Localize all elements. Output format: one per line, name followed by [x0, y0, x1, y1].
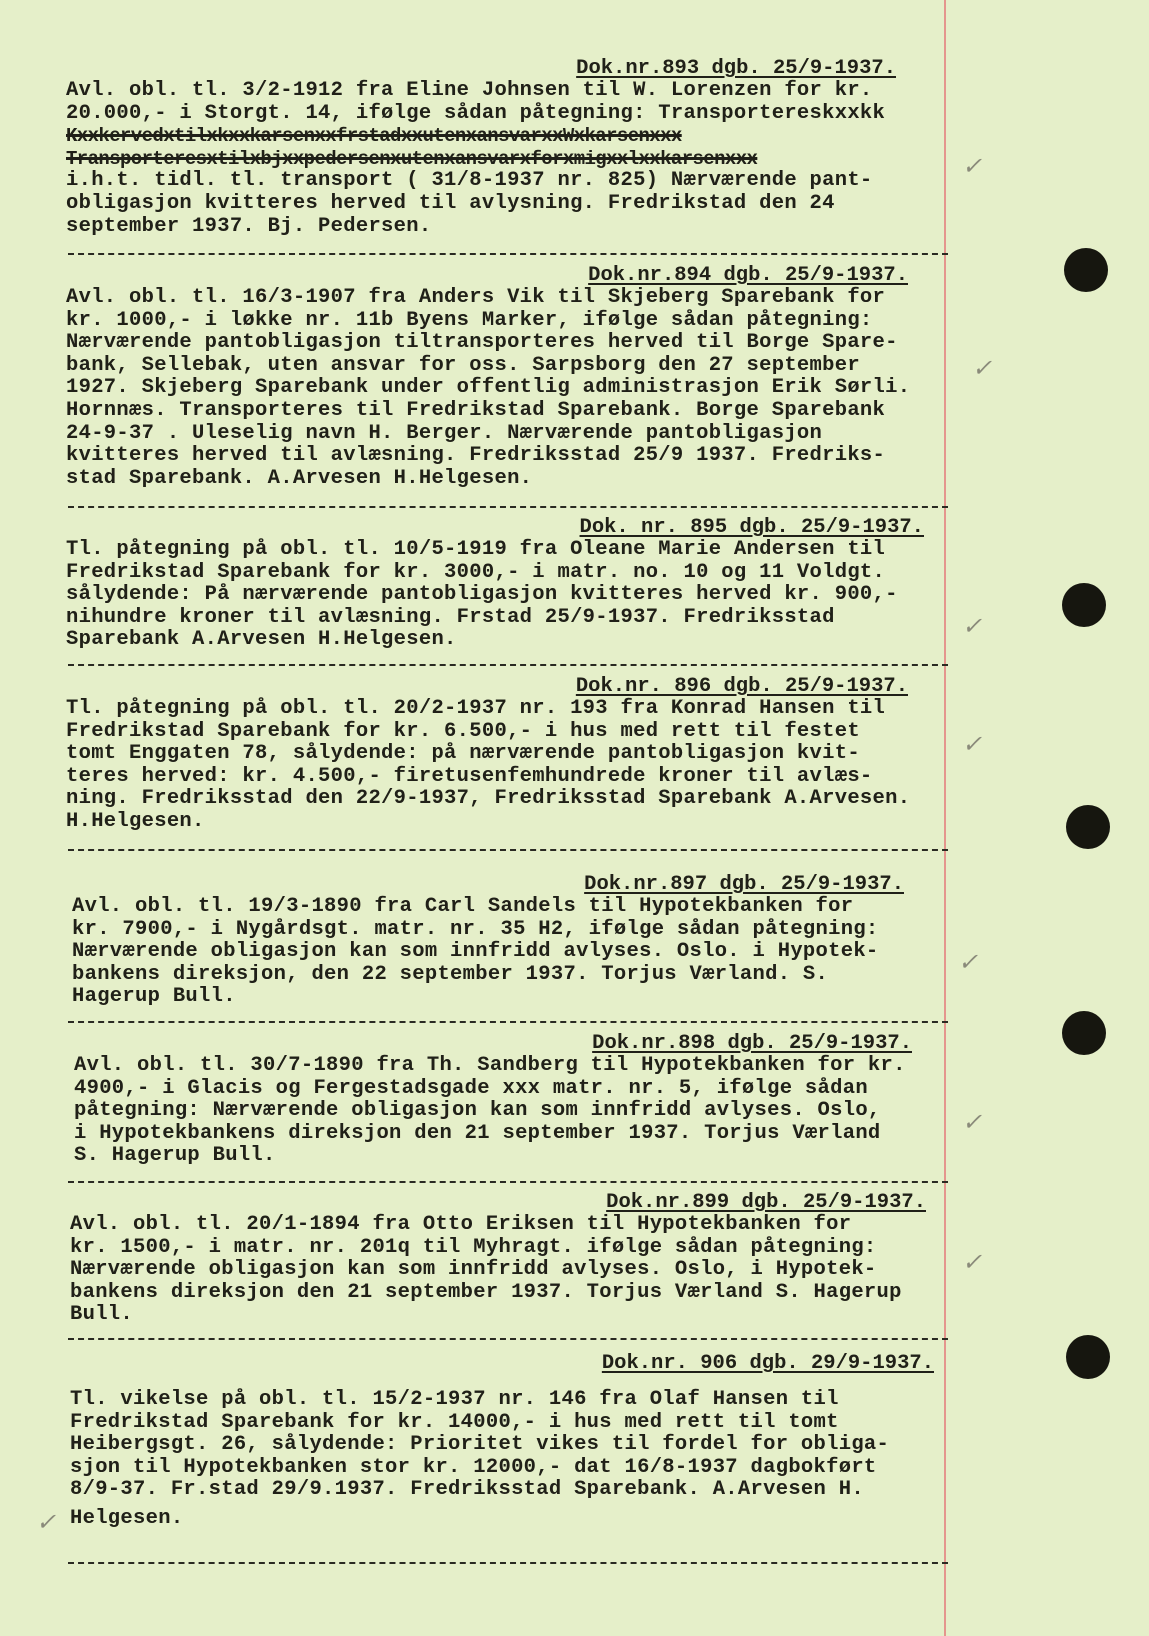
- entry-line: kvitteres herved til avlæsning. Fredriksstad 25/9 1937. Fredriks-: [66, 444, 886, 468]
- struck-line: Transporteresxtilxbjxxpedersenxutenxansvarxforxmigxxlxxkarsenxxx: [66, 147, 758, 170]
- entry-line: Tl. påtegning på obl. tl. 20/2-1937 nr. 193 fra Konrad Hansen til: [66, 697, 886, 720]
- entry-line: nihundre kroner til avlæsning. Frstad 25/9-1937. Fredriksstad: [66, 605, 835, 629]
- entry-line: Hagerup Bull.: [72, 985, 236, 1009]
- punch-hole: [1064, 248, 1108, 292]
- entry-line: Tl. påtegning på obl. tl. 10/5-1919 fra Oleane Marie Andersen til: [66, 538, 886, 561]
- entry-line: Sparebank A.Arvesen H.Helgesen.: [66, 628, 457, 652]
- entry-line: Avl. obl. tl. 16/3-1907 fra Anders Vik til Skjeberg Sparebank for: [66, 286, 886, 309]
- punch-hole: [1062, 1011, 1106, 1055]
- entry-894: [66, 265, 966, 490]
- entry-899: [66, 1192, 966, 1327]
- entry-header: Dok. nr. 895 dgb. 25/9-1937.: [579, 516, 924, 539]
- entry-897: [66, 874, 966, 1009]
- entry-header: Dok.nr. 896 dgb. 25/9-1937.: [575, 675, 908, 698]
- entry-line: sjon til Hypotekbanken stor kr. 12000,- dat 16/8-1937 dagbokført: [70, 1455, 877, 1479]
- entry-line: Heibergsgt. 26, sålydende: Prioritet vikes til fordel for obliga-: [70, 1433, 890, 1457]
- entry-line: Tl. vikelse på obl. tl. 15/2-1937 nr. 146 fra Olaf Hansen til: [70, 1388, 839, 1411]
- separator: [68, 506, 948, 508]
- check-mark-icon: ✓: [962, 612, 983, 640]
- separator: [68, 253, 948, 255]
- entry-line: Fredrikstad Sparebank for kr. 6.500,- i hus med rett til festet: [66, 719, 860, 743]
- entry-896: [66, 676, 966, 834]
- entry-893: [66, 58, 966, 238]
- check-mark-icon: ✓: [972, 354, 993, 382]
- entry-line: påtegning: Nærværende obligasjon kan som innfridd avlyses. Oslo,: [74, 1099, 881, 1123]
- entry-line: 20.000,- i Storgt. 14, ifølge sådan påtegning: Transportereskxxkk: [66, 101, 886, 125]
- entry-line: i Hypotekbankens direksjon den 21 september 1937. Torjus Værland: [74, 1121, 881, 1145]
- entry-895: [66, 517, 966, 652]
- entry-898: [66, 1033, 966, 1168]
- check-mark-icon: ✓: [962, 152, 983, 180]
- separator: [68, 1562, 948, 1564]
- entry-line: Nærværende obligasjon kan som innfridd avlyses. Oslo, i Hypotek-: [70, 1258, 877, 1282]
- check-mark-icon: ✓: [962, 1248, 983, 1276]
- entry-line: bank, Sellebak, uten ansvar for oss. Sarpsborg den 27 september: [66, 353, 860, 377]
- entry-line: stad Sparebank. A.Arvesen H.Helgesen.: [66, 466, 533, 490]
- entry-line: Nærværende obligasjon kan som innfridd avlyses. Oslo. i Hypotek-: [72, 940, 879, 964]
- entry-line: sålydende: På nærværende pantobligasjon kvitteres herved kr. 900,-: [66, 583, 898, 607]
- entry-line: teres herved: kr. 4.500,- firetusenfemhundrede kroner til avlæs-: [66, 764, 873, 788]
- entry-line: Bull.: [70, 1303, 134, 1327]
- entry-line: Fredrikstad Sparebank for kr. 14000,- i hus med rett til tomt: [70, 1410, 839, 1434]
- punch-hole: [1062, 583, 1106, 627]
- entry-line: tomt Enggaten 78, sålydende: på nærværende pantobligasjon kvit-: [66, 742, 860, 766]
- entry-header: Dok.nr.897 dgb. 25/9-1937.: [584, 873, 904, 896]
- entry-header: Dok.nr. 906 dgb. 29/9-1937.: [601, 1352, 934, 1375]
- entry-line: Fredrikstad Sparebank for kr. 3000,- i matr. no. 10 og 11 Voldgt.: [66, 560, 886, 584]
- entry-line: S. Hagerup Bull.: [74, 1144, 276, 1168]
- separator: [68, 664, 948, 666]
- entry-line: kr. 1000,- i løkke nr. 11b Byens Marker, ifølge sådan påtegning:: [66, 308, 873, 332]
- check-mark-icon: ✓: [36, 1508, 57, 1536]
- check-mark-icon: ✓: [958, 948, 979, 976]
- entry-header: Dok.nr.893 dgb. 25/9-1937.: [576, 57, 896, 80]
- entry-line: 4900,- i Glacis og Fergestadsgade xxx matr. nr. 5, ifølge sådan: [74, 1076, 868, 1100]
- entry-line: 8/9-37. Fr.stad 29/9.1937. Fredriksstad Sparebank. A.Arvesen H.: [70, 1478, 864, 1502]
- separator: [68, 1338, 948, 1340]
- check-mark-icon: ✓: [962, 730, 983, 758]
- entry-header: Dok.nr.898 dgb. 25/9-1937.: [592, 1032, 912, 1055]
- entry-header: Dok.nr.894 dgb. 25/9-1937.: [588, 264, 908, 287]
- entry-line: Avl. obl. tl. 20/1-1894 fra Otto Eriksen til Hypotekbanken for: [70, 1213, 852, 1236]
- entry-header: Dok.nr.899 dgb. 25/9-1937.: [606, 1191, 926, 1214]
- entry-line: Hornnæs. Transporteres til Fredrikstad Sparebank. Borge Sparebank: [66, 398, 886, 422]
- punch-hole: [1066, 1335, 1110, 1379]
- entry-line: H.Helgesen.: [66, 809, 205, 833]
- entry-line: ning. Fredriksstad den 22/9-1937, Fredriksstad Sparebank A.Arvesen.: [66, 787, 911, 811]
- entry-line: obligasjon kvitteres herved til avlysning. Fredrikstad den 24: [66, 191, 835, 215]
- entry-line: 24-9-37 . Uleselig navn H. Berger. Nærværende pantobligasjon: [66, 421, 823, 445]
- entry-line: 1927. Skjeberg Sparebank under offentlig administrasjon Erik Sørli.: [66, 376, 911, 400]
- entry-line: Helgesen.: [70, 1506, 184, 1530]
- struck-line: KxxkervedxtilxkxxkarsenxxfrstadxxutenxansvarxxWxkarsenxxx: [66, 125, 682, 148]
- entry-line: september 1937. Bj. Pedersen.: [66, 214, 432, 238]
- entry-line: Avl. obl. tl. 19/3-1890 fra Carl Sandels til Hypotekbanken for: [72, 895, 854, 918]
- entry-line: Nærværende pantobligasjon tiltransporteres herved til Borge Spare-: [66, 331, 898, 355]
- entry-line: kr. 7900,- i Nygårdsgt. matr. nr. 35 H2, ifølge sådan påtegning:: [72, 917, 879, 941]
- entry-line: bankens direksjon, den 22 september 1937. Torjus Værland. S.: [72, 962, 829, 986]
- separator: [68, 1181, 948, 1183]
- entry-line: i.h.t. tidl. tl. transport ( 31/8-1937 nr. 825) Nærværende pant-: [66, 169, 873, 193]
- check-mark-icon: ✓: [962, 1108, 983, 1136]
- entry-line: Avl. obl. tl. 30/7-1890 fra Th. Sandberg til Hypotekbanken for kr.: [74, 1054, 906, 1077]
- entry-906: [66, 1353, 966, 1531]
- separator: [68, 849, 948, 851]
- separator: [68, 1021, 948, 1023]
- entry-line: Avl. obl. tl. 3/2-1912 fra Eline Johnsen til W. Lorenzen for kr.: [66, 79, 873, 102]
- punch-hole: [1066, 805, 1110, 849]
- entry-line: kr. 1500,- i matr. nr. 201q til Myhragt. ifølge sådan påtegning:: [70, 1235, 877, 1259]
- entry-line: bankens direksjon den 21 september 1937. Torjus Værland S. Hagerup: [70, 1280, 902, 1304]
